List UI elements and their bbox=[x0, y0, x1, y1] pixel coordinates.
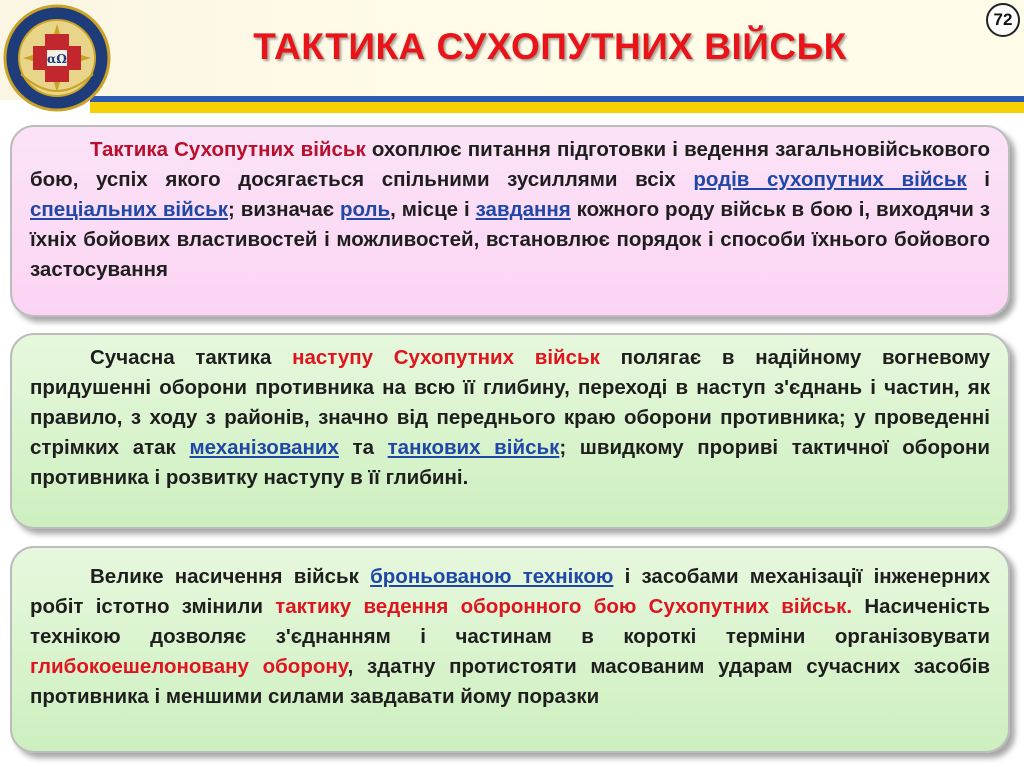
link-role[interactable]: роль bbox=[340, 198, 391, 221]
text-segment: , здатну протистояти масованим ударам сучасних засобів противника і меншими силами завдавати йому поразки bbox=[30, 655, 990, 708]
text-segment: Велике насичення військ bbox=[90, 565, 371, 588]
page-number-badge: 72 bbox=[986, 3, 1020, 37]
link-armored-equipment[interactable]: броньованою технікою bbox=[370, 565, 614, 588]
text-segment: полягає в надійному вогневому придушенні оборони противника на всю її глибину, переході в наступ з'єднань і частин, як правило, з ходу з районів, значно від переднього краю оборони противника; у проведенні стрімких атак bbox=[30, 346, 991, 459]
text-segment: ; визначає bbox=[228, 198, 340, 221]
definition-paragraph bbox=[30, 135, 990, 285]
term-defense-tactics: тактику ведення оборонного бою Сухопутних військ. bbox=[275, 595, 853, 618]
text-segment: і засобами механізації інженерних робіт істотно змінили bbox=[30, 565, 990, 618]
text-segment: та bbox=[338, 436, 388, 459]
defense-paragraph bbox=[30, 562, 990, 712]
link-mechanized[interactable]: механізованих bbox=[189, 436, 339, 459]
text-segment: охоплює питання підготовки і ведення загальновійськового бою, успіх якого досягається спільними зусиллями всіх bbox=[30, 138, 990, 191]
term-tactics: Тактика Сухопутних військ bbox=[90, 138, 366, 161]
offensive-panel bbox=[10, 333, 1010, 529]
link-tasks[interactable]: завдання bbox=[475, 198, 571, 221]
term-offensive: наступу Сухопутних військ bbox=[292, 346, 600, 369]
text-segment: кожного роду військ в бою і, виходячи з їхніх бойових властивостей і можливостей, встановлює порядок і способи їхнього бойового застосування bbox=[30, 198, 990, 281]
offensive-paragraph bbox=[30, 343, 990, 493]
text-segment: Насиченість технікою дозволяє з'єднанням і частинам в короткі терміни організовувати bbox=[30, 595, 991, 648]
header-stripe-yellow bbox=[90, 102, 1024, 113]
definition-panel bbox=[10, 125, 1010, 317]
link-tank-troops[interactable]: танкових військ bbox=[387, 436, 560, 459]
text-segment: Сучасна тактика bbox=[90, 346, 293, 369]
svg-text:αΩ: αΩ bbox=[47, 52, 67, 66]
text-segment: ; швидкому прориві тактичної оборони противника і розвитку наступу в її глибині. bbox=[30, 436, 990, 489]
link-special-troops[interactable]: спеціальних військ bbox=[30, 198, 228, 221]
defense-panel bbox=[10, 546, 1010, 753]
text-segment: , місце і bbox=[390, 198, 476, 221]
page-title: ТАКТИКА СУХОПУТНИХ ВІЙСЬК bbox=[253, 26, 847, 67]
term-deep-echeloned-defense: глибокоешелоновану оборону bbox=[30, 655, 348, 678]
link-ground-troop-branches[interactable]: родів сухопутних військ bbox=[693, 168, 967, 191]
academy-emblem-icon bbox=[3, 4, 111, 112]
text-segment: і bbox=[966, 168, 990, 191]
